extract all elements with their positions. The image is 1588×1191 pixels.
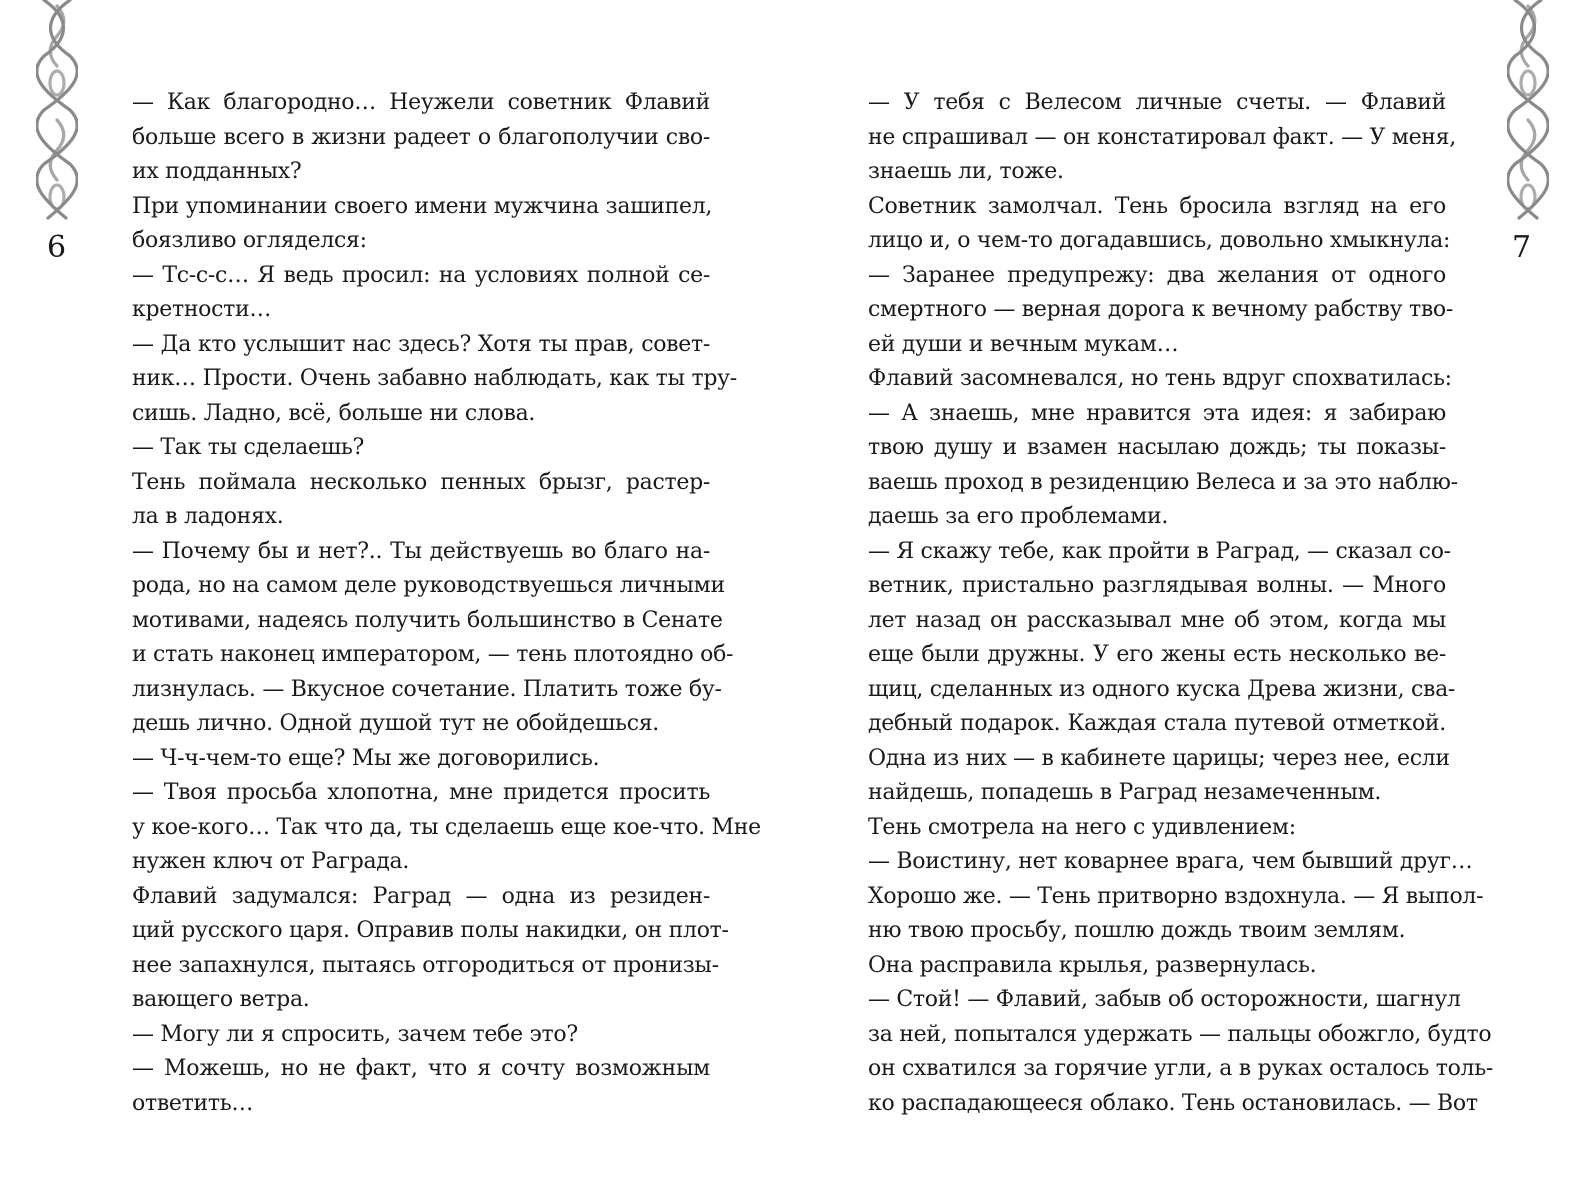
text-line: у кое-кого… Так что да, ты сделаешь еще кое-что. Мне — [132, 814, 761, 840]
page-number: 7 — [1512, 230, 1532, 265]
text-line: ко распадающееся облако. Тень остановилась. — Вот — [868, 1090, 1478, 1116]
text-line: Тень поймала несколько пенных брызг, растер- — [132, 469, 710, 495]
text-line: Она расправила крылья, развернулась. — [868, 952, 1317, 978]
text-line: — Заранее предупрежу: два желания от одного — [868, 262, 1446, 288]
text-line: ваешь проход в резиденцию Велеса и за это наблю- — [868, 469, 1458, 495]
text-line: ответить… — [132, 1090, 254, 1116]
text-line: — Воистину, нет коварнее врага, чем бывший друг… — [868, 849, 1473, 874]
text-line: мотивами, надеясь получить большинство в Сенате — [132, 607, 723, 633]
text-line: Хорошо же. — Тень притворно вздохнула. — Я выпол- — [868, 883, 1484, 909]
text-line: ла в ладонях. — [132, 504, 284, 529]
text-line: кретности… — [132, 297, 272, 322]
text-line: — У тебя с Велесом личные счеты. — Флавий — [868, 90, 1446, 115]
text-line: лизнулась. — Вкусное сочетание. Платить тоже бу- — [132, 676, 722, 702]
text-line: твою душу и взамен насылаю дождь; ты показы- — [868, 435, 1446, 460]
text-line: Флавий задумался: Раград — одна из резиден- — [132, 883, 710, 909]
text-line: нее запахнулся, пытаясь отгородиться от пронизы- — [132, 952, 719, 978]
text-line: — Как благородно… Неужели советник Флавий — [132, 90, 710, 115]
text-line: сишь. Ладно, всё, больше ни слова. — [132, 400, 536, 426]
text-line: ций русского царя. Оправив полы накидки, он плот- — [132, 918, 729, 943]
text-line: смертного — верная дорога к вечному рабству тво- — [868, 297, 1454, 322]
text-line: — Так ты сделаешь? — [132, 435, 365, 460]
right-page — [794, 0, 1588, 1191]
celtic-knot-ornament-icon — [1507, 0, 1549, 220]
text-line: даешь за его проблемами. — [868, 504, 1169, 529]
text-line: дебный подарок. Каждая стала путевой отметкой. — [868, 711, 1446, 736]
text-line: нужен ключ от Раграда. — [132, 849, 410, 874]
text-line: найдешь, попадешь в Раград незамеченным. — [868, 780, 1382, 805]
text-line: боязливо огляделся: — [132, 228, 367, 253]
text-line: — Могу ли я спросить, зачем тебе это? — [132, 1021, 578, 1047]
text-line: дешь лично. Одной душой тут не обойдешься. — [132, 711, 660, 736]
right-page-text — [868, 86, 1494, 1121]
text-line: за ней, попытался удержать — пальцы обожгло, будто — [868, 1021, 1492, 1047]
text-line: — Ч-ч-чем-то еще? Мы же договорились. — [132, 745, 600, 771]
text-line: больше всего в жизни радеет о благополучии сво- — [132, 124, 710, 150]
text-line: их подданных? — [132, 159, 302, 184]
text-line: и стать наконец императором, — тень плотоядно об- — [132, 642, 734, 667]
text-line: Советник замолчал. Тень бросила взгляд на его — [868, 193, 1446, 219]
text-line: Одна из них — в кабинете царицы; через нее, если — [868, 745, 1450, 771]
celtic-knot-ornament-icon — [36, 0, 78, 220]
text-line: — Я скажу тебе, как пройти в Раград, — сказал со- — [868, 538, 1451, 564]
text-line: — Можешь, но не факт, что я сочту возможным — [132, 1056, 710, 1081]
text-line: Флавий засомневался, но тень вдруг спохватилась: — [868, 366, 1452, 391]
text-line: — Да кто услышит нас здесь? Хотя ты прав, совет- — [132, 331, 710, 357]
text-line: ветник, пристально разглядывая волны. — Много — [868, 573, 1446, 598]
text-line: — А знаешь, мне нравится эта идея: я забираю — [868, 400, 1446, 426]
text-line: знаешь ли, тоже. — [868, 159, 1064, 184]
text-line: ню твою просьбу, пошлю дождь твоим землям. — [868, 918, 1406, 943]
text-line: рода, но на самом деле руководствуешься личными — [132, 573, 725, 598]
text-line: ник… Прости. Очень забавно наблюдать, как ты тру- — [132, 366, 737, 391]
text-line: лет назад он рассказывал мне об этом, когда мы — [868, 607, 1446, 633]
text-line: он схватился за горячие угли, а в руках осталось толь- — [868, 1056, 1494, 1081]
text-line: щиц, сделанных из одного куска Древа жизни, сва- — [868, 676, 1456, 702]
text-line: ей души и вечным мукам… — [868, 331, 1179, 357]
text-line: вающего ветра. — [132, 987, 310, 1012]
text-line: не спрашивал — он констатировал факт. — У меня, — [868, 124, 1456, 150]
text-line: лицо и, о чем-то догадавшись, довольно хмыкнула: — [868, 228, 1451, 253]
text-line: — Твоя просьба хлопотна, мне придется просить — [132, 780, 710, 805]
text-line: еще были дружны. У его жены есть несколько ве- — [868, 642, 1446, 667]
text-line: При упоминании своего имени мужчина зашипел, — [132, 193, 713, 219]
text-line: Тень смотрела на него с удивлением: — [868, 814, 1296, 840]
text-line: — Почему бы и нет?.. Ты действуешь во благо на- — [132, 538, 710, 564]
left-page-text — [132, 86, 761, 1121]
text-line: — Стой! — Флавий, забыв об осторожности, шагнул — [868, 987, 1461, 1012]
page-number: 6 — [47, 230, 67, 265]
text-line: — Тс-с-с… Я ведь просил: на условиях полной се- — [132, 262, 710, 288]
